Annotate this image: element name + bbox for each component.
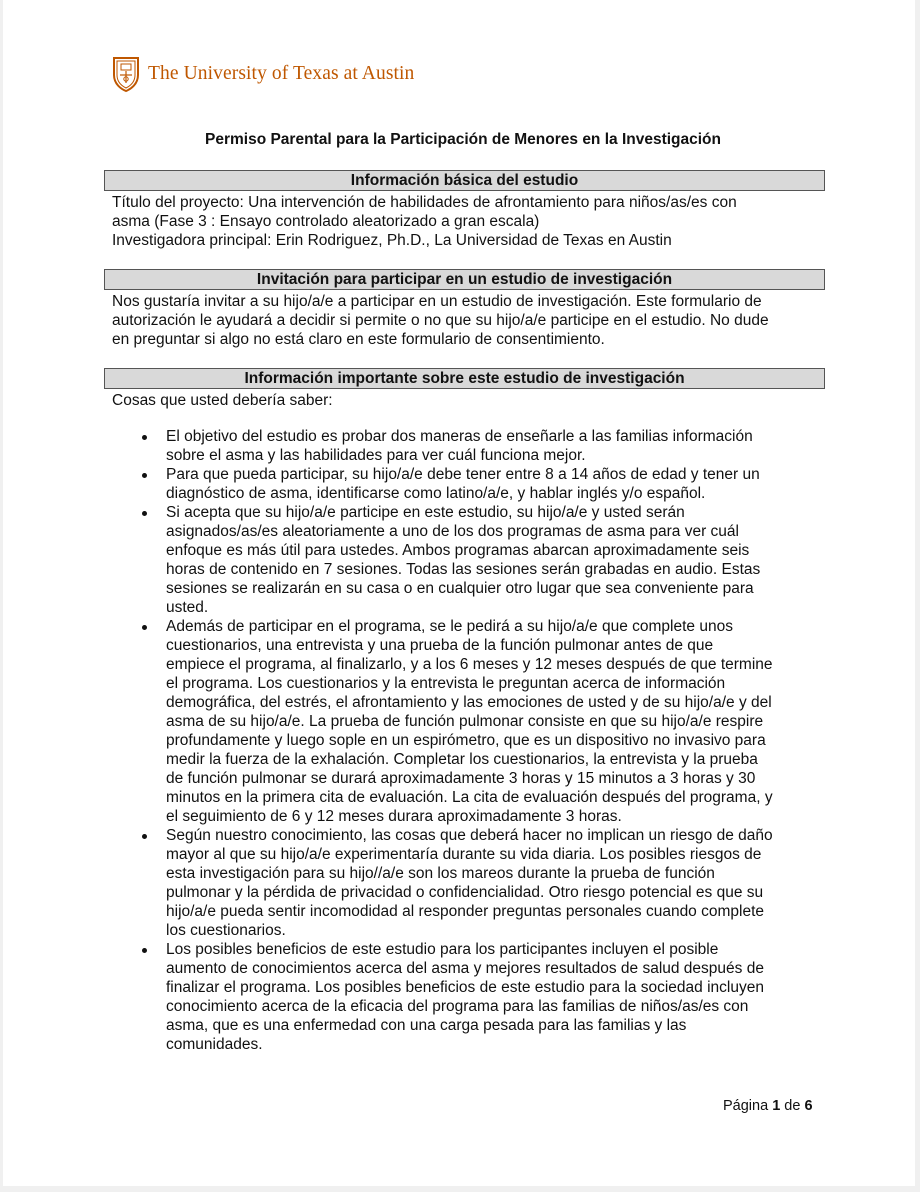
ut-seal-icon [111,55,141,93]
text-line: mayor al que su hijo/a/e experimentaría durante su vida diaria. Los posibles riesgos de [166,846,762,863]
text-line: esta investigación para su hijo//a/e son los mareos durante la prueba de función [166,865,715,882]
current-page-number: 1 [772,1098,781,1114]
text-line: en preguntar si algo no está claro en este formulario de consentimiento. [112,331,605,348]
section-heading-important-info: Información importante sobre este estudio de investigación [104,368,825,389]
document-page [3,0,915,1186]
text-line: asma de su hijo/a/e. La prueba de función pulmonar consiste en que su hijo/a/e respire [166,713,764,730]
text-line: Para que pueda participar, su hijo/a/e debe tener entre 8 a 14 años de edad y tener un [166,466,760,483]
text-line: enfoque es más útil para ustedes. Ambos programas abarcan aproximadamente seis [166,542,750,559]
text-line: hijo/a/e pueda sentir incomodidad al responder preguntas personales cuando complete [166,903,765,920]
text-line: profundamente y luego sople en un espirómetro, que es un dispositivo no invasivo para [166,732,766,749]
text-line: minutos en la primera cita de evaluación. La cita de evaluación después del programa, y [166,789,773,806]
text-line: finalizar el programa. Los posibles beneficios de este estudio para la sociedad incluyen [166,979,764,996]
text-line: los cuestionarios. [166,922,286,939]
list-item [138,940,828,1054]
section-heading-invitation: Invitación para participar en un estudio de investigación [104,269,825,290]
text-line: medir la fuerza de la exhalación. Completar los cuestionarios, la entrevista y la prueba [166,751,758,768]
list-item [138,427,828,465]
section-heading-basic-info: Información básica del estudio [104,170,825,191]
bullet-icon [142,834,147,839]
text-line: autorización le ayudará a decidir si permite o no que su hijo/a/e participe en el estudio. No dude [112,312,769,329]
text-line: empiece el programa, al finalizarlo, y a los 6 meses y 12 meses después de que termine [166,656,773,673]
text-line: Título del proyecto: Una intervención de habilidades de afrontamiento para niños/as/es con [112,194,737,211]
bullet-icon [142,473,147,478]
text-line: sesiones se realizarán en su casa o en cualquier otro lugar que sea conveniente para [166,580,754,597]
of-label: de [784,1098,801,1114]
text-line: el seguimiento de 6 y 12 meses durara aproximadamente 3 horas. [166,808,622,825]
text-line: diagnóstico de asma, identificarse como latino/a/e, y hablar inglés y/o español. [166,485,706,502]
page-number-footer [723,1098,813,1114]
list-item [138,465,828,503]
text-line: Además de participar en el programa, se le pedirá a su hijo/a/e que complete unos [166,618,733,635]
list-item [138,826,828,940]
university-name: The University of Texas at Austin [148,63,415,84]
invitation-text [112,292,820,349]
bullet-icon [142,511,147,516]
text-line: conocimiento acerca de la eficacia del programa para las familias de niños/as/es con [166,998,749,1015]
important-info-intro [112,391,820,410]
text-line: Según nuestro conocimiento, las cosas que deberá hacer no implican un riesgo de daño [166,827,773,844]
text-line: Investigadora principal: Erin Rodriguez, Ph.D., La Universidad de Texas en Austin [112,232,672,249]
text-line: usted. [166,599,209,616]
bullet-icon [142,435,147,440]
basic-info-text [112,193,820,250]
text-line: cuestionarios, una entrevista y una prueba de la función pulmonar antes de que [166,637,714,654]
text-line: Si acepta que su hijo/a/e participe en este estudio, su hijo/a/e y usted serán [166,504,685,521]
text-line: de función pulmonar se durará aproximadamente 3 horas y 15 minutos a 3 horas y 30 [166,770,756,787]
text-line: asignados/as/es aleatoriamente a uno de los dos programas de asma para ver cuál [166,523,739,540]
text-line: asma, que es una enfermedad con una carga pesada para las familias y las [166,1017,687,1034]
university-logo [111,55,414,93]
text-line: horas de contenido en 7 sesiones. Todas las sesiones serán grabadas en audio. Estas [166,561,761,578]
list-item [138,503,828,617]
total-pages: 6 [804,1098,813,1114]
list-item [138,617,828,826]
text-line: el programa. Los cuestionarios y la entrevista le preguntan acerca de información [166,675,726,692]
text-line: aumento de conocimientos acerca del asma y mejores resultados de salud después de [166,960,764,977]
text-line: sobre el asma y las habilidades para ver cuál funciona mejor. [166,447,586,464]
text-line: comunidades. [166,1036,263,1053]
text-line: demográfica, del estrés, el afrontamiento y las emociones de usted y de su hijo/a/e y del [166,694,772,711]
page-label: Página [723,1098,769,1114]
bullet-icon [142,948,147,953]
document-title: Permiso Parental para la Participación de Menores en la Investigación [205,131,721,148]
text-line: Nos gustaría invitar a su hijo/a/e a participar en un estudio de investigación. Este formulario de [112,293,762,310]
bullet-icon [142,625,147,630]
text-line: Cosas que usted debería saber: [112,392,333,409]
text-line: pulmonar y la pérdida de privacidad o confidencialidad. Otro riesgo potencial es que su [166,884,764,901]
bullet-list [138,427,828,1054]
text-line: El objetivo del estudio es probar dos maneras de enseñarle a las familias información [166,428,753,445]
text-line: asma (Fase 3 : Ensayo controlado aleatorizado a gran escala) [112,213,540,230]
text-line: Los posibles beneficios de este estudio para los participantes incluyen el posible [166,941,719,958]
